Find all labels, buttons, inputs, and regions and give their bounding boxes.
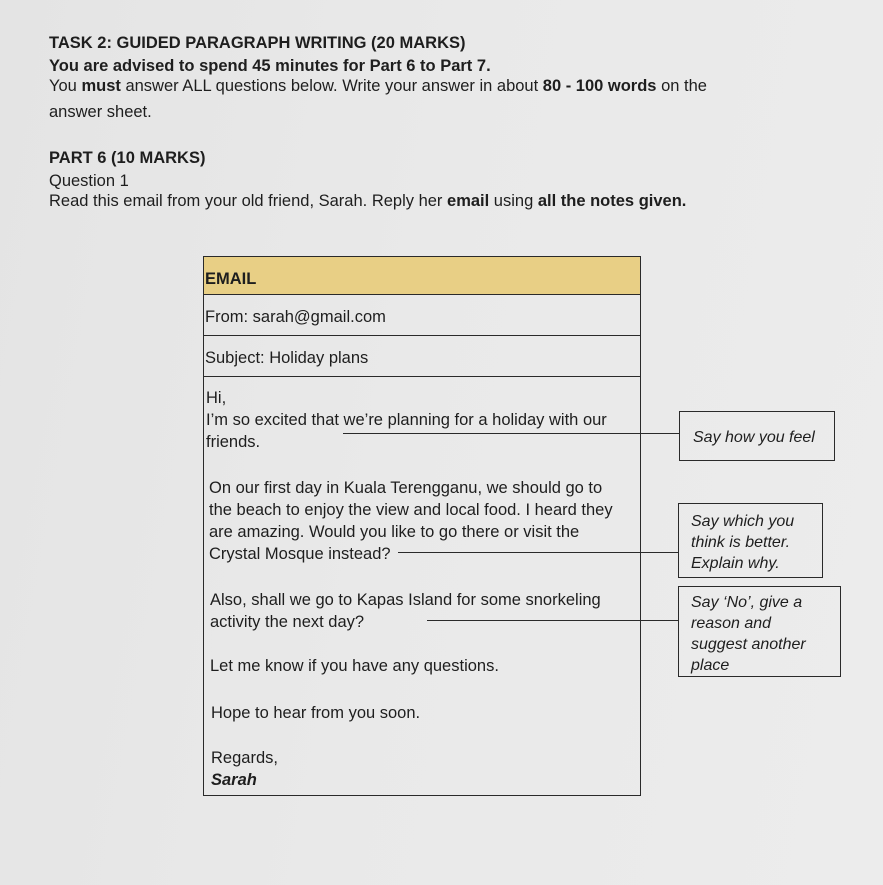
note-connector-2 (398, 552, 678, 553)
part-title: PART 6 (10 MARKS) (49, 149, 206, 167)
email-subject: Subject: Holiday plans (205, 349, 369, 367)
instruction-suffix: on the (656, 77, 707, 95)
read-middle: using (489, 192, 538, 210)
email-divider (204, 294, 640, 295)
note-2-line-2: think is better. (691, 534, 791, 551)
email-para3-line2: activity the next day? (210, 613, 365, 631)
note-3-line-2: reason and (691, 615, 772, 632)
note-2-line-1: Say which you (691, 513, 795, 530)
email-heading: EMAIL (205, 270, 257, 288)
note-box-choice (678, 503, 823, 578)
note-box-decline (678, 586, 841, 677)
email-box (203, 256, 641, 796)
question-label: Question 1 (49, 172, 129, 190)
instruction-prefix: You (49, 77, 82, 95)
instruction-middle: answer ALL questions below. Write your answer in about (120, 77, 543, 95)
read-instruction (49, 191, 686, 211)
email-para2-line4: Crystal Mosque instead? (209, 545, 391, 563)
read-prefix: Read this email from your old friend, Sarah. Reply her (49, 192, 448, 210)
email-header-band (204, 257, 640, 294)
note-1-text: Say how you feel (693, 429, 815, 446)
read-email-word: email (447, 192, 490, 210)
note-3-line-1: Say ‘No’, give a (691, 594, 803, 611)
note-connector-1 (343, 433, 680, 434)
email-para4: Let me know if you have any questions. (210, 657, 499, 675)
instruction-must: must (81, 77, 121, 95)
note-box-feelings (679, 411, 835, 461)
email-divider (204, 335, 640, 336)
note-connector-3 (427, 620, 678, 621)
email-signature: Sarah (211, 771, 257, 789)
instruction-line-1 (49, 76, 707, 96)
email-para2-line3: are amazing. Would you like to go there or visit the (209, 523, 580, 541)
email-para1-line1: I’m so excited that we’re planning for a holiday with our (206, 411, 607, 429)
email-para3-line1: Also, shall we go to Kapas Island for some snorkeling (210, 591, 601, 609)
read-notes-phrase: all the notes given. (537, 192, 687, 210)
email-from: From: sarah@gmail.com (205, 308, 386, 326)
email-closing: Hope to hear from you soon. (211, 704, 421, 722)
email-divider (204, 376, 640, 377)
instruction-word-count: 80 - 100 words (542, 77, 657, 95)
email-para1-line2: friends. (206, 433, 261, 451)
instruction-line-2: answer sheet. (49, 103, 152, 121)
email-regards: Regards, (211, 749, 278, 767)
note-2-line-3: Explain why. (691, 555, 780, 572)
note-3-line-4: place (691, 657, 730, 674)
note-3-line-3: suggest another (691, 636, 806, 653)
email-para2-line1: On our first day in Kuala Terengganu, we should go to (209, 479, 603, 497)
email-para2-line2: the beach to enjoy the view and local food. I heard they (209, 501, 613, 519)
time-advice: You are advised to spend 45 minutes for Part 6 to Part 7. (49, 57, 491, 75)
task-title: TASK 2: GUIDED PARAGRAPH WRITING (20 MARKS) (49, 34, 466, 52)
email-greeting: Hi, (206, 389, 227, 407)
